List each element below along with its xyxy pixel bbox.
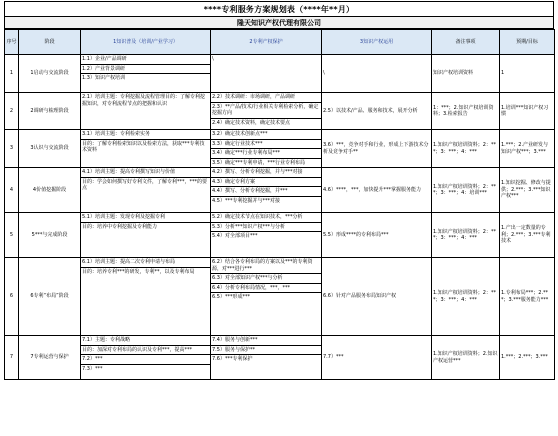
cell-goal: 1.知识挖掘、修改与提供；2.***；3.***知识产权***	[500, 168, 555, 213]
table-row	[5, 93, 555, 130]
cell-line: 6.4）分析专利布局情况，***，***	[211, 284, 321, 294]
spreadsheet	[0, 1, 558, 436]
cell-line: 目的：培养专利***的研发，专利**，以及专利布局	[82, 268, 195, 275]
cell-line: 6.2）结合各专利布局的方案以及***的专利资源，对***进行***	[211, 258, 321, 274]
cell-stage: 3认识与交流阶段	[19, 130, 81, 168]
cell-application: 7.7）***	[322, 336, 432, 380]
cell-protection	[211, 258, 322, 336]
cell-goal: 1.***；2.***；3.***	[500, 336, 555, 380]
cell-remark: 1.知识产权培训资料；2：***；3：***；4：***	[432, 213, 500, 258]
cell-remark: 1.知识产权培训资料；2：***；3：***；4：***	[432, 258, 500, 336]
header-stage: 阶段	[19, 30, 81, 55]
cell-line: 7.4）服务与创新***	[211, 336, 321, 346]
cell-stage: 5***与完成阶段	[19, 213, 81, 258]
cell-no: 4	[5, 168, 19, 213]
cell-line: 2.3）**产品/技术/行业相关专利检索分析，确定挖掘方向	[211, 103, 321, 119]
header-row	[5, 30, 555, 55]
cell-training	[81, 168, 211, 213]
cell-line: 4.5）***专利挖掘并与***对接	[212, 197, 280, 204]
cell-line: 目的：加深对专利布局的认识及专利***，提高***	[81, 346, 210, 356]
cell-line: 7.2）***	[81, 355, 210, 365]
cell-line: 3.4）确定***行业专利布局***	[211, 149, 321, 159]
cell-application: 3.6）***，竞争对手和行业，形成上下游技术分析及竞争对手**	[322, 130, 432, 168]
cell-training	[81, 258, 211, 336]
cell-no: 7	[5, 336, 19, 380]
company-name: 隆天知识产权代理有限公司	[4, 16, 554, 29]
cell-no: 2	[5, 93, 19, 130]
cell-training	[81, 93, 211, 130]
cell-training	[81, 55, 211, 93]
cell-line: 3.5）确定***专利申请，***行业专利布局	[212, 159, 305, 166]
table-row	[5, 213, 555, 258]
cell-protection	[211, 336, 322, 380]
cell-line: 2.4）确定技术资料，确定技术要点	[212, 119, 290, 126]
cell-no: 3	[5, 130, 19, 168]
cell-remark: 知识产权培训资料	[432, 55, 500, 93]
cell-line: 1.2）产业背景调研	[81, 65, 210, 75]
cell-training	[81, 336, 211, 380]
cell-line: 4.2）撰写、分析专利挖掘，并与***对接	[211, 168, 321, 178]
cell-training	[81, 213, 211, 258]
cell-line: 6.5）***形成***	[212, 294, 250, 300]
cell-line: 7.3）***	[82, 365, 103, 372]
cell-protection	[211, 213, 322, 258]
cell-application: 4.6）****，***，加快提升***掌握服务能力	[322, 168, 432, 213]
cell-line: 1.3）知识产权培训	[82, 75, 125, 81]
table-row	[5, 55, 555, 93]
cell-line: 3.1）培训主题：专利检索实务	[81, 130, 210, 140]
cell-line: 5.3）分析***知识产权***与分析	[211, 223, 321, 233]
cell-line: 4.4）撰写、分析专利挖掘，并***	[211, 187, 321, 197]
table-row	[5, 258, 555, 336]
table-row	[5, 168, 555, 213]
header-application: 3知识产权运用	[322, 30, 432, 55]
cell-line: 目的：学会如何撰写好专利文件，了解专利***，***的要点	[82, 178, 208, 191]
cell-line: 4.1）培训主题：提高专利撰写知识与价值	[81, 168, 210, 178]
cell-line: 3.2）确定技术创新点***	[211, 130, 321, 140]
cell-goal: 1.专利布局***；2.***；3.***服务能力***	[500, 258, 555, 336]
cell-application: 6.6）针对产品服务布局知识产权	[322, 258, 432, 336]
cell-line: \	[212, 56, 214, 62]
cell-stage: 1启动与交流阶段	[19, 55, 81, 93]
cell-line: 2.1）培训主题：专利挖掘及流程管理目的：了解专利挖掘知识，对专利流程节点的把握和认识	[82, 94, 205, 107]
sheet-title: ****专利服务方案规划表（****年**月）	[4, 1, 554, 16]
header-training: 1知识普及（培训/产业学习）	[81, 30, 211, 55]
cell-remark: 1.知识产权培训资料；2.知识产权运营***	[432, 336, 500, 380]
cell-line: 5.4）对全部项目***	[212, 233, 258, 239]
header-protection: 2专利产权保护	[211, 30, 322, 55]
cell-line: 目的：了解专利检索知识以及检索方法，获取***专利技术资料	[82, 140, 205, 153]
cell-protection	[211, 55, 322, 93]
cell-application: \	[322, 55, 432, 93]
cell-no: 6	[5, 258, 19, 336]
cell-line: 7.5）服务与保护**	[211, 346, 321, 356]
cell-stage: 2调研与梳理阶段	[19, 93, 81, 130]
table-row	[5, 130, 555, 168]
cell-line: 5.2）确定技术节点在知识技术，***分析	[211, 213, 321, 223]
cell-line: 7.1）主题：专利战略	[81, 336, 210, 346]
cell-line: 7.6）***专利保护	[212, 356, 253, 362]
cell-remark: 1.知识产权培训资料；2：***；3：***；4：培训***	[432, 168, 500, 213]
cell-protection	[211, 130, 322, 168]
cell-line: 1.1）企业/产品调研	[81, 55, 210, 65]
cell-goal: 1.培训***知识产权习惯	[500, 93, 555, 130]
cell-line: 2.2）技术调研：市场调研，产品调研	[211, 93, 321, 103]
cell-no: 1	[5, 55, 19, 93]
plan-table	[4, 29, 555, 380]
cell-protection	[211, 93, 322, 130]
cell-remark: 1.知识产权培训资料；2：***；3：***；4：***	[432, 130, 500, 168]
cell-line: 3.3）确定行业技术***	[211, 140, 321, 150]
cell-no: 5	[5, 213, 19, 258]
cell-protection	[211, 168, 322, 213]
cell-training	[81, 130, 211, 168]
cell-line: 目的：培养中专利挖掘及专利能力	[82, 223, 158, 230]
cell-remark: 1：***；2.知识产权培训资料；3.检索报告	[432, 93, 500, 130]
cell-goal: 1	[500, 55, 555, 93]
cell-stage: 6专利“布局”阶段	[19, 258, 81, 336]
cell-line: 4.3）确定专利方案	[211, 178, 321, 188]
header-goal: 预期/目标	[500, 30, 555, 55]
cell-application: 5.5）形成****的专利布局***	[322, 213, 432, 258]
cell-application: 2.5）以技术/产品、服务和技术，展开分析	[322, 93, 432, 130]
table-row	[5, 336, 555, 380]
cell-line: 5.1）培训主题：发现专利及挖掘专利	[81, 213, 210, 223]
cell-line: 6.1）培训主题：提高二次专利申请与布局	[81, 258, 210, 268]
cell-stage: 4价值挖掘阶段	[19, 168, 81, 213]
cell-stage: 7专利运营与保护	[19, 336, 81, 380]
cell-line: 6.3）对全部知识产权***与分析	[211, 274, 321, 284]
cell-goal: 1.***；2.产业研发与知识产权***；3.***	[500, 130, 555, 168]
header-remark: 备注事项	[432, 30, 500, 55]
cell-goal: 1.产出一定数量的专利；2.***；3.***专利技术	[500, 213, 555, 258]
header-no: 序号	[5, 30, 19, 55]
